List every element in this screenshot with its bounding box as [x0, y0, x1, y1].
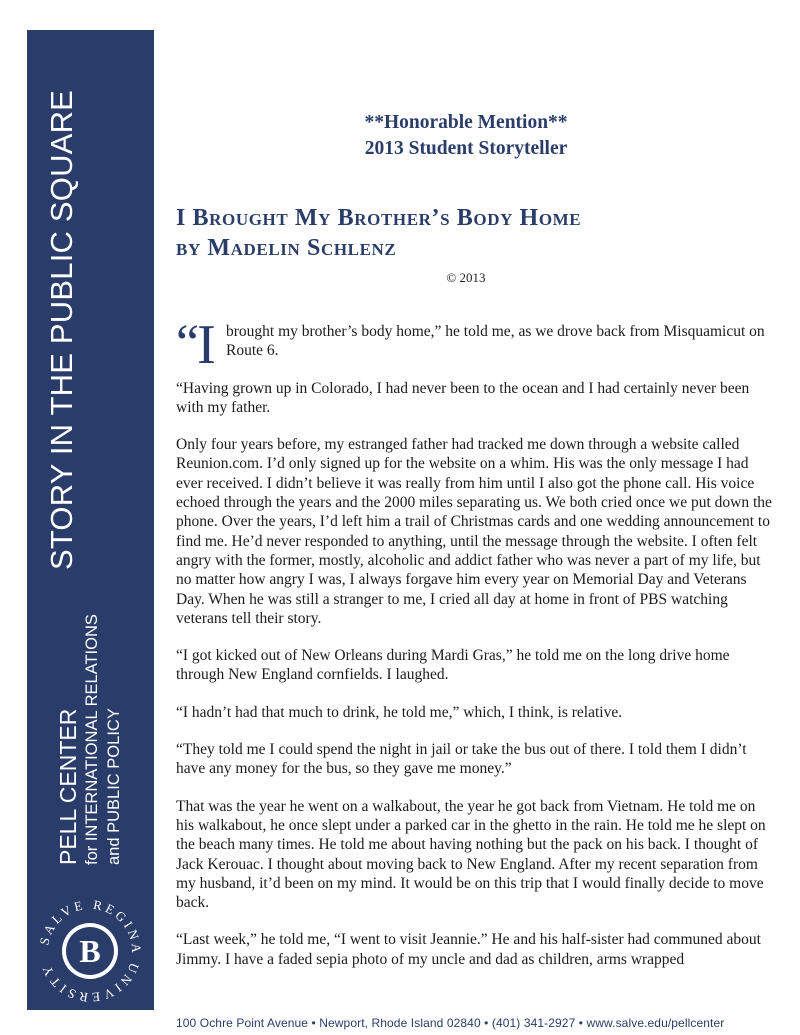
paragraph [176, 314, 776, 376]
paragraph: Only four years before, my estranged father had tracked me down through a website called Reunion.com. I’d only signed up for the website on a whim. His was the only message I had ever received. I didn’t believe it was really from him until I also got the phone call. His voice echoed through the years and the 2000 miles separating us. We both cried once we put down the phone. Over the years, I’d left him a trail of Christmas cards and one wedding announcement to find me. He’d never responded to anything, until the message through the website. I often felt angry with the former, mostly, alcoholic and addict father who was never a part of my life, but no matter how angry I was, I always forgave him every year on Memorial Day and Veterans Day. When he was still a stranger to me, I cried all day at home in front of PBS watching veterans tell their story. [176, 436, 772, 627]
paragraph: “They told me I could spend the night in jail or take the bus out of there. I told them I didn’t have any money for the bus, so they gave me money.” [176, 741, 747, 778]
pell-center-name: PELL CENTER [55, 708, 81, 865]
paragraph: “I hadn’t had that much to drink, he told me,” which, I think, is relative. [176, 703, 623, 721]
footer-address: 100 Ochre Point Avenue • Newport, Rhode Island 02840 • (401) 341-2927 • www.salve.edu/pellcenter [176, 1016, 725, 1030]
seal-text: SALVE REGINA UNIVERSITY [36, 896, 145, 1006]
copyright: © 2013 [446, 270, 486, 285]
paragraph: “I got kicked out of New Orleans during Mardi Gras,” he told me on the long drive home through New England cornfields. I laughed. [176, 647, 730, 684]
paragraph: “Having grown up in Colorado, I had never been to the ocean and I had certainly never been with my father. [176, 379, 750, 416]
pell-center-subtitle-2: and PUBLIC POLICY [105, 708, 123, 865]
title-byline: by Madelin Schlenz [176, 235, 397, 261]
award-heading [176, 110, 756, 162]
pell-center-subtitle: for INTERNATIONAL RELATIONS [83, 614, 101, 865]
article-title [176, 203, 776, 263]
article-body [176, 314, 776, 987]
paragraph-text: brought my brother’s body home,” he told me, as we drove back from Misquamicut on Route 6. [226, 323, 765, 360]
sidebar-title-text: STORY IN THE PUBLIC SQUARE [44, 89, 79, 571]
honorable-mention: **Honorable Mention** [364, 112, 568, 133]
title-line-1: I Brought My Brother’s Body Home [176, 205, 582, 231]
seal-letter: B [79, 933, 101, 969]
paragraph: That was the year he went on a walkabout, the year he got back from Vietnam. He told me on his walkabout, he once slept under a parked car in the ghetto in the rain. He told me he slept on the beach many times. He told me about having nothing but the pack on his back. I thought of Jack Kerouac. I thought about moving back to New England. After my recent separation from my husband, it’d been on my mind. It would be on this trip that I would finally decide to move back. [176, 797, 766, 912]
drop-cap: “I [176, 314, 216, 376]
salve-regina-seal-icon [34, 895, 146, 1007]
paragraph: “Last week,” he told me, “I went to visit Jeannie.” He and his half-sister had communed about Jimmy. I have a faded sepia photo of my uncle and dad as children, arms wrapped [176, 931, 761, 968]
award-year: 2013 Student Storyteller [364, 138, 568, 159]
